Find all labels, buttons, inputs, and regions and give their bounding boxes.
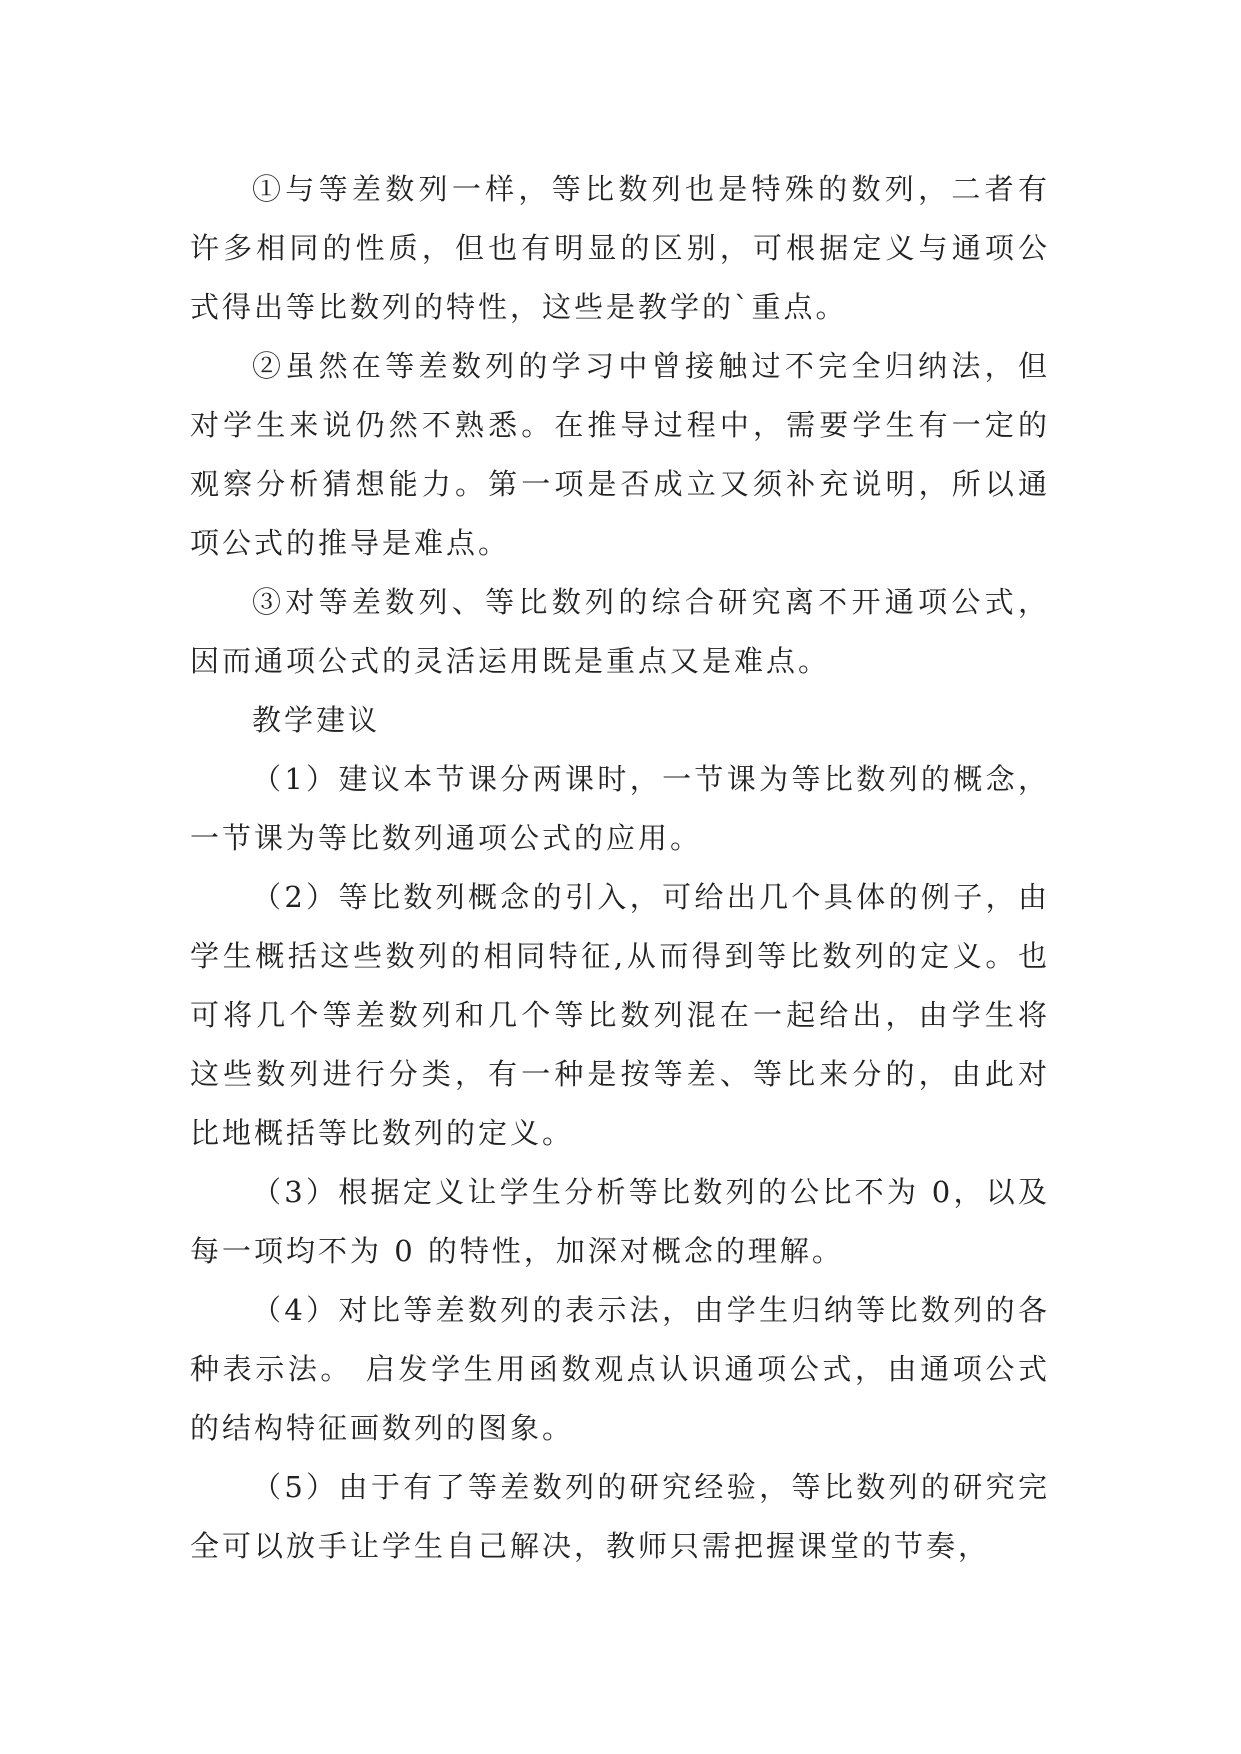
suggestion-paragraph-3: （3）根据定义让学生分析等比数列的公比不为 0，以及每一项均不为 0 的特性，加深对概念的理解。 bbox=[190, 1175, 1050, 1268]
suggestion-paragraph-2: （2）等比数列概念的引入，可给出几个具体的例子，由学生概括这些数列的相同特征,从而得到等比数列的定义。也可将几个等差数列和几个等比数列混在一起给出，由学生将这些数列进行分类，有一种是按等差、等比来分的，由此对比地概括等比数列的定义。 bbox=[190, 880, 1050, 1150]
section-heading: 教学建议 bbox=[252, 703, 381, 737]
key-point-paragraph-2: ②虽然在等差数列的学习中曾接触过不完全归纳法，但对学生来说仍然不熟悉。在推导过程中，需要学生有一定的观察分析猜想能力。第一项是否成立又须补充说明，所以通项公式的推导是难点。 bbox=[190, 349, 1050, 560]
document-body bbox=[190, 160, 1050, 1576]
suggestion-paragraph-4: （4）对比等差数列的表示法，由学生归纳等比数列的各种表示法。 启发学生用函数观点认识通项公式，由通项公式的结构特征画数列的图象。 bbox=[190, 1293, 1050, 1445]
suggestion-paragraph-1: （1）建议本节课分两课时，一节课为等比数列的概念，一节课为等比数列通项公式的应用。 bbox=[190, 762, 1050, 855]
suggestion-paragraph-5: （5）由于有了等差数列的研究经验，等比数列的研究完全可以放手让学生自己解决，教师只需把握课堂的节奏， bbox=[190, 1470, 1050, 1563]
key-point-paragraph-1: ①与等差数列一样，等比数列也是特殊的数列，二者有许多相同的性质，但也有明显的区别，可根据定义与通项公式得出等比数列的特性，这些是教学的`重点。 bbox=[190, 172, 1050, 324]
key-point-paragraph-3: ③对等差数列、等比数列的综合研究离不开通项公式，因而通项公式的灵活运用既是重点又是难点。 bbox=[190, 585, 1050, 678]
